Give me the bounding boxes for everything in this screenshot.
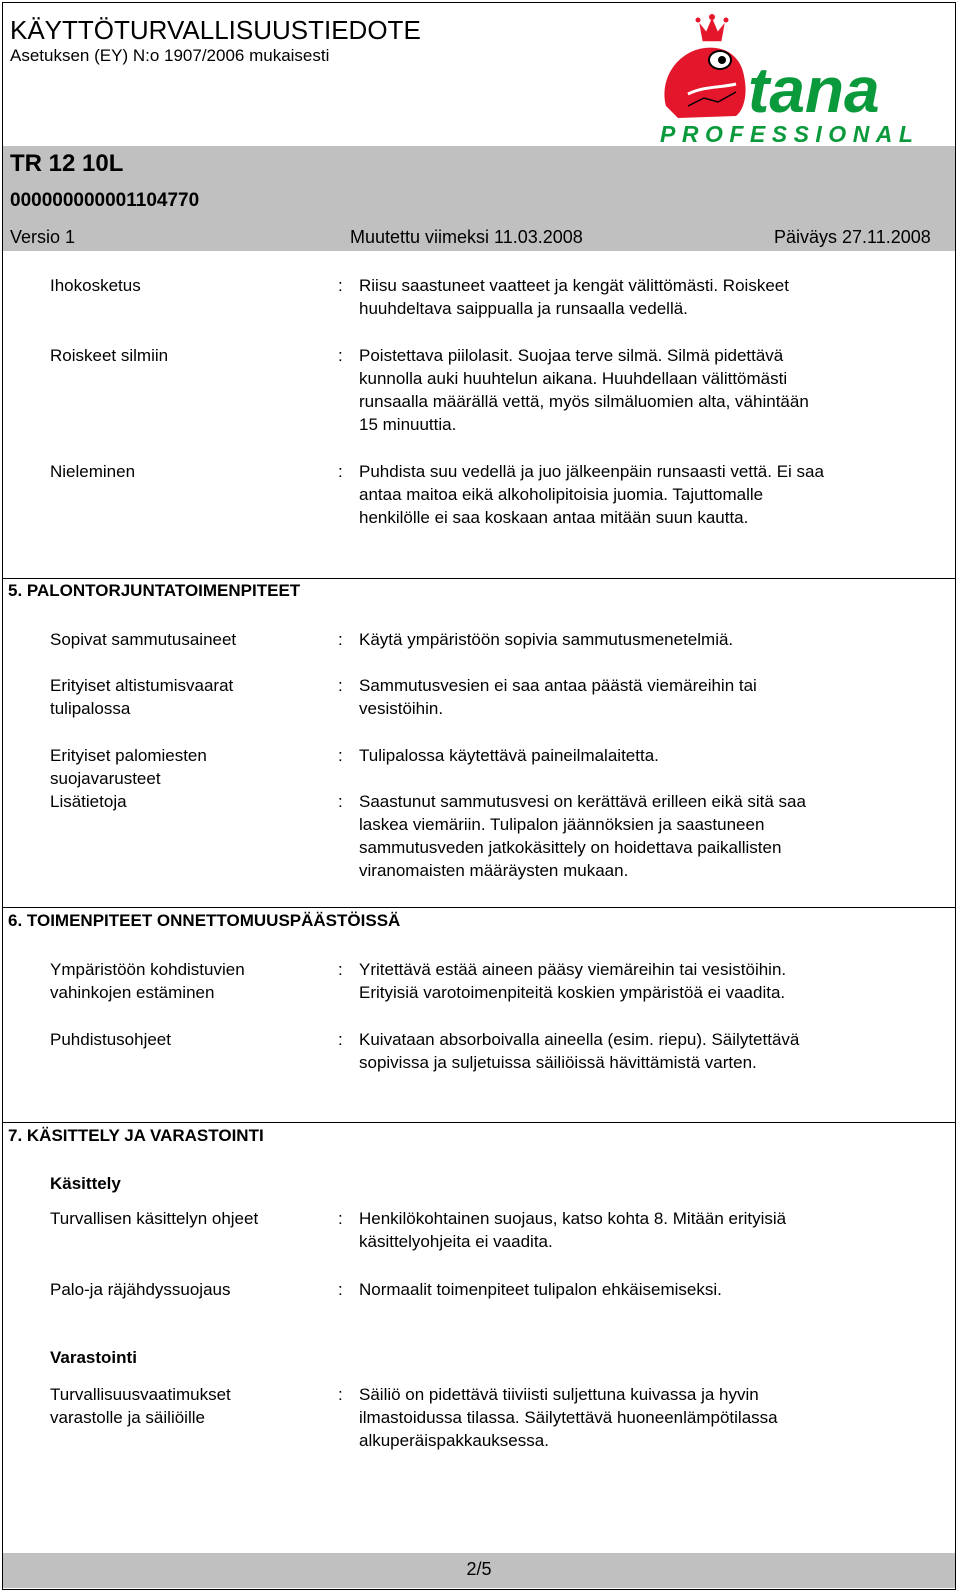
product-code: 000000000001104770 bbox=[10, 190, 200, 211]
colon: : bbox=[338, 276, 343, 295]
section-5-label: Erityiset palomiesten suojavarusteet bbox=[50, 746, 207, 788]
modified-date: Muutettu viimeksi 11.03.2008 bbox=[350, 227, 583, 247]
handling-value: Normaalit toimenpiteet tulipalon ehkäisemiseksi. bbox=[359, 1280, 722, 1299]
issue-date: Päiväys 27.11.2008 bbox=[774, 227, 931, 247]
brand-wordmark: tana bbox=[748, 54, 880, 126]
section-5-label: Sopivat sammutusaineet bbox=[50, 630, 237, 649]
section-5-value: Sammutusvesien ei saa antaa päästä viemäreihin tai vesistöihin. bbox=[359, 676, 757, 718]
storage-label: Turvallisuusvaatimukset varastolle ja säiliöille bbox=[50, 1385, 231, 1427]
storage-subtitle: Varastointi bbox=[50, 1348, 137, 1367]
section-divider bbox=[3, 1122, 955, 1123]
brand-tagline: PROFESSIONAL bbox=[660, 121, 920, 146]
handling-label: Palo-ja räjähdyssuojaus bbox=[50, 1280, 231, 1299]
page-footer bbox=[3, 1553, 955, 1588]
storage-value: Säiliö on pidettävä tiiviisti suljettuna kuivassa ja hyvin ilmastoidussa tilassa. Säilytettävä huoneenlämpötilassa alkuperäispakkauksessa. bbox=[359, 1385, 778, 1450]
colon: : bbox=[338, 676, 343, 695]
handling-subtitle: Käsittely bbox=[50, 1174, 121, 1193]
tana-professional-logo bbox=[658, 14, 954, 146]
first-aid-value-skin: Riisu saastuneet vaatteet ja kengät välittömästi. Roiskeet huuhdeltava saippualla ja runsaalla vedellä. bbox=[359, 276, 789, 318]
section-5-label: Lisätietoja bbox=[50, 792, 127, 811]
colon: : bbox=[338, 1280, 343, 1299]
product-name: TR 12 10L bbox=[10, 150, 124, 177]
handling-label: Turvallisen käsittelyn ohjeet bbox=[50, 1209, 259, 1228]
section-5-title: 5. PALONTORJUNTATOIMENPITEET bbox=[8, 581, 301, 600]
handling-value: Henkilökohtainen suojaus, katso kohta 8. Mitään erityisiä käsittelyohjeita ei vaadita. bbox=[359, 1209, 787, 1251]
section-divider bbox=[3, 907, 955, 908]
version-label: Versio 1 bbox=[10, 227, 76, 247]
section-5-value: Käytä ympäristöön sopivia sammutusmenetelmiä. bbox=[359, 630, 734, 649]
colon: : bbox=[338, 1209, 343, 1228]
section-7-title: 7. KÄSITTELY JA VARASTOINTI bbox=[8, 1126, 264, 1145]
first-aid-label-ingestion: Nieleminen bbox=[50, 462, 136, 481]
colon: : bbox=[338, 1030, 343, 1049]
colon: : bbox=[338, 746, 343, 765]
section-6-value: Kuivataan absorboivalla aineella (esim. riepu). Säilytettävä sopivissa ja suljetuissa säiliöissä hävittämistä varten. bbox=[359, 1030, 800, 1072]
colon: : bbox=[338, 630, 343, 649]
first-aid-value-eyes: Poistettava piilolasit. Suojaa terve silmä. Silmä pidettävä kunnolla auki huuhtelun aikana. Huuhdellaan välittömästi runsaalla määrällä vettä, myös silmäluomien alta, vähintään 15 minuuttia. bbox=[359, 346, 809, 434]
first-aid-value-ingestion: Puhdista suu vedellä ja juo jälkeenpäin runsaasti vettä. Ei saa antaa maitoa eikä alkoholipitoisia juomia. Tajuttomalle henkilölle ei saa koskaan antaa mitään suun kautta. bbox=[359, 462, 824, 527]
document-title: KÄYTTÖTURVALLISUUSTIEDOTE bbox=[10, 15, 421, 45]
first-aid-label-skin: Ihokosketus bbox=[50, 276, 141, 295]
section-5-label: Erityiset altistumisvaarat tulipalossa bbox=[50, 676, 234, 718]
section-6-label: Ympäristöön kohdistuvien vahinkojen estäminen bbox=[50, 960, 245, 1002]
colon: : bbox=[338, 462, 343, 481]
page-number: 2/5 bbox=[466, 1559, 492, 1579]
colon: : bbox=[338, 792, 343, 811]
document-subtitle: Asetuksen (EY) N:o 1907/2006 mukaisesti bbox=[10, 46, 330, 65]
frog-icon bbox=[665, 48, 746, 118]
section-6-value: Yritettävä estää aineen pääsy viemäreihin tai vesistöihin. Erityisiä varotoimenpiteitä koskien ympäristöä ei vaadita. bbox=[359, 960, 787, 1002]
section-5-value: Saastunut sammutusvesi on kerättävä erilleen eikä sitä saa laskea viemäriin. Tulipalon jäännöksien ja saastuneen sammutusveden jatkokäsittely on hoidettava paikallisten viranomaisten määräysten mukaan. bbox=[359, 792, 806, 880]
colon: : bbox=[338, 1385, 343, 1404]
section-6-title: 6. TOIMENPITEET ONNETTOMUUSPÄÄSTÖISSÄ bbox=[8, 911, 401, 930]
first-aid-label-eyes: Roiskeet silmiin bbox=[50, 346, 169, 365]
colon: : bbox=[338, 346, 343, 365]
colon: : bbox=[338, 960, 343, 979]
section-5-value: Tulipalossa käytettävä paineilmalaitetta. bbox=[359, 746, 659, 765]
section-divider bbox=[3, 578, 955, 579]
section-6-label: Puhdistusohjeet bbox=[50, 1030, 171, 1049]
